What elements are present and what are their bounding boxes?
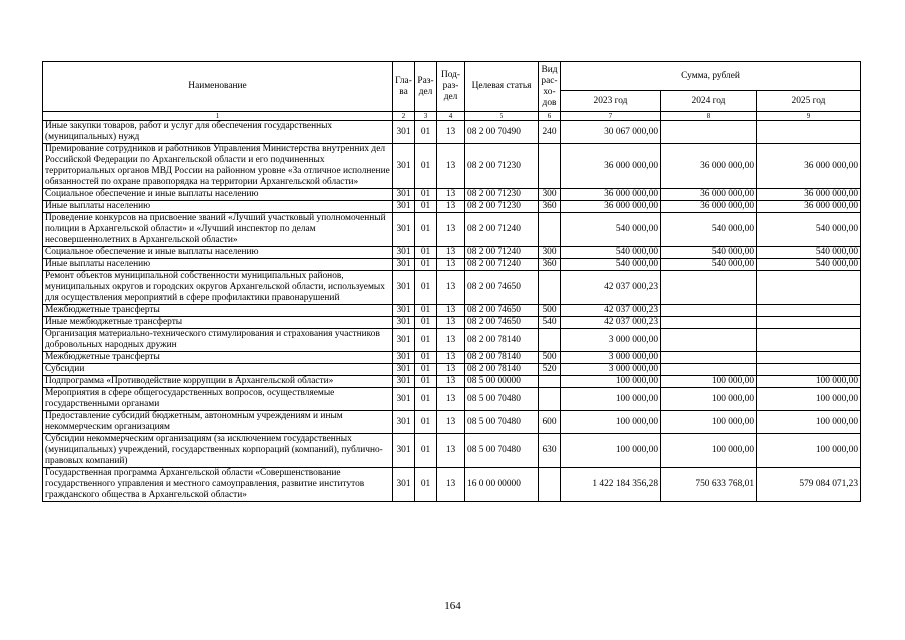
row-glava: 301 [393, 305, 415, 317]
row-sum-2025 [757, 329, 861, 352]
row-name: Предоставление субсидий бюджетным, автономным учреждениям и иным некоммерческим организациям [43, 411, 393, 434]
row-podrazdel: 13 [437, 213, 465, 247]
row-sum-2024: 100 000,00 [661, 434, 757, 468]
row-sum-2024 [661, 317, 757, 329]
row-glava: 301 [393, 201, 415, 213]
row-expense-type: 520 [539, 364, 561, 376]
row-podrazdel: 13 [437, 352, 465, 364]
row-sum-2023: 42 037 000,23 [561, 271, 661, 305]
table-row [43, 121, 861, 144]
row-glava: 301 [393, 388, 415, 411]
row-target-article: 08 5 00 00000 [465, 376, 539, 388]
table-row [43, 352, 861, 364]
header-podrazdel: Под-раз-дел [437, 62, 465, 112]
table-row [43, 329, 861, 352]
row-target-article: 08 2 00 71230 [465, 189, 539, 201]
header-target: Целевая статья [465, 62, 539, 112]
row-name: Субсидии [43, 364, 393, 376]
row-sum-2024: 750 633 768,01 [661, 468, 757, 502]
row-sum-2023: 540 000,00 [561, 213, 661, 247]
column-number: 5 [465, 112, 539, 121]
table-row [43, 144, 861, 189]
row-target-article: 08 2 00 78140 [465, 329, 539, 352]
row-razdel: 01 [415, 411, 437, 434]
row-podrazdel: 13 [437, 201, 465, 213]
row-podrazdel: 13 [437, 247, 465, 259]
row-glava: 301 [393, 329, 415, 352]
row-podrazdel: 13 [437, 305, 465, 317]
row-sum-2025: 100 000,00 [757, 411, 861, 434]
row-sum-2024 [661, 121, 757, 144]
row-name: Иные закупки товаров, работ и услуг для обеспечения государственных (муниципальных) нужд [43, 121, 393, 144]
row-razdel: 01 [415, 364, 437, 376]
row-sum-2024: 36 000 000,00 [661, 201, 757, 213]
column-number: 4 [437, 112, 465, 121]
page-number: 164 [444, 600, 461, 612]
row-sum-2024: 100 000,00 [661, 411, 757, 434]
row-sum-2025: 540 000,00 [757, 247, 861, 259]
row-razdel: 01 [415, 213, 437, 247]
row-name: Подпрограмма «Противодействие коррупции в Архангельской области» [43, 376, 393, 388]
header-vid: Вид рас-хо-дов [539, 62, 561, 112]
row-glava: 301 [393, 144, 415, 189]
row-target-article: 08 2 00 70490 [465, 121, 539, 144]
row-glava: 301 [393, 376, 415, 388]
row-glava: 301 [393, 121, 415, 144]
row-glava: 301 [393, 317, 415, 329]
table-row [43, 411, 861, 434]
row-glava: 301 [393, 189, 415, 201]
row-expense-type [539, 271, 561, 305]
row-sum-2025 [757, 121, 861, 144]
row-sum-2025: 579 084 071,23 [757, 468, 861, 502]
row-podrazdel: 13 [437, 317, 465, 329]
row-sum-2024 [661, 364, 757, 376]
row-name: Иные выплаты населению [43, 201, 393, 213]
row-razdel: 01 [415, 305, 437, 317]
table-row [43, 189, 861, 201]
row-podrazdel: 13 [437, 144, 465, 189]
row-podrazdel: 13 [437, 388, 465, 411]
table-row [43, 201, 861, 213]
row-name: Мероприятия в сфере общегосударственных вопросов, осуществляемые государственными органами [43, 388, 393, 411]
row-razdel: 01 [415, 189, 437, 201]
row-target-article: 08 5 00 70480 [465, 434, 539, 468]
column-number-row [43, 112, 861, 121]
row-razdel: 01 [415, 317, 437, 329]
row-expense-type: 630 [539, 434, 561, 468]
row-sum-2023: 3 000 000,00 [561, 329, 661, 352]
table-row [43, 259, 861, 271]
row-sum-2024: 36 000 000,00 [661, 144, 757, 189]
row-sum-2023: 540 000,00 [561, 259, 661, 271]
row-expense-type [539, 388, 561, 411]
header-year-2024: 2024 год [661, 91, 757, 112]
row-razdel: 01 [415, 121, 437, 144]
header-sum: Сумма, рублей [561, 62, 861, 91]
row-podrazdel: 13 [437, 189, 465, 201]
row-name: Иные выплаты населению [43, 259, 393, 271]
row-expense-type [539, 468, 561, 502]
row-sum-2023: 100 000,00 [561, 376, 661, 388]
row-sum-2023: 3 000 000,00 [561, 352, 661, 364]
row-name: Иные межбюджетные трансферты [43, 317, 393, 329]
row-sum-2025: 36 000 000,00 [757, 144, 861, 189]
row-razdel: 01 [415, 144, 437, 189]
row-sum-2023: 42 037 000,23 [561, 305, 661, 317]
row-glava: 301 [393, 213, 415, 247]
row-name: Организация материально-технического стимулирования и страхования участников добровольных народных дружин [43, 329, 393, 352]
row-target-article: 16 0 00 00000 [465, 468, 539, 502]
row-target-article: 08 2 00 74650 [465, 317, 539, 329]
row-podrazdel: 13 [437, 364, 465, 376]
row-name: Государственная программа Архангельской области «Совершенствование государственного управления и местного самоуправления, развитие институтов гражданского общества в Архангельской области» [43, 468, 393, 502]
row-glava: 301 [393, 271, 415, 305]
row-sum-2025 [757, 305, 861, 317]
row-sum-2023: 36 000 000,00 [561, 144, 661, 189]
row-name: Ремонт объектов муниципальной собственности муниципальных районов, муниципальных округов и городских округов Архангельской области, используемых для осуществления мероприятий в сфере профилактики правонарушений [43, 271, 393, 305]
table-row [43, 376, 861, 388]
row-glava: 301 [393, 259, 415, 271]
row-sum-2024: 540 000,00 [661, 247, 757, 259]
row-target-article: 08 5 00 70480 [465, 411, 539, 434]
row-expense-type: 300 [539, 189, 561, 201]
row-expense-type: 300 [539, 247, 561, 259]
row-expense-type: 500 [539, 352, 561, 364]
row-sum-2023: 100 000,00 [561, 434, 661, 468]
row-target-article: 08 5 00 70480 [465, 388, 539, 411]
row-expense-type: 240 [539, 121, 561, 144]
row-razdel: 01 [415, 388, 437, 411]
row-razdel: 01 [415, 468, 437, 502]
row-razdel: 01 [415, 352, 437, 364]
table-row [43, 317, 861, 329]
row-sum-2025: 100 000,00 [757, 376, 861, 388]
row-expense-type: 540 [539, 317, 561, 329]
row-sum-2024: 100 000,00 [661, 388, 757, 411]
row-sum-2023: 30 067 000,00 [561, 121, 661, 144]
row-name: Межбюджетные трансферты [43, 352, 393, 364]
header-year-2025: 2025 год [757, 91, 861, 112]
row-sum-2024: 540 000,00 [661, 259, 757, 271]
row-expense-type: 360 [539, 259, 561, 271]
row-expense-type [539, 213, 561, 247]
table-row [43, 247, 861, 259]
row-sum-2024: 36 000 000,00 [661, 189, 757, 201]
row-target-article: 08 2 00 71240 [465, 259, 539, 271]
row-target-article: 08 2 00 74650 [465, 271, 539, 305]
row-sum-2025 [757, 352, 861, 364]
table-row [43, 271, 861, 305]
row-sum-2025: 36 000 000,00 [757, 189, 861, 201]
row-sum-2023: 100 000,00 [561, 388, 661, 411]
table-row [43, 388, 861, 411]
table-row [43, 468, 861, 502]
row-podrazdel: 13 [437, 259, 465, 271]
row-sum-2024 [661, 352, 757, 364]
row-sum-2023: 3 000 000,00 [561, 364, 661, 376]
row-podrazdel: 13 [437, 376, 465, 388]
row-target-article: 08 2 00 71240 [465, 213, 539, 247]
header-razdel: Раз-дел [415, 62, 437, 112]
row-glava: 301 [393, 434, 415, 468]
row-glava: 301 [393, 411, 415, 434]
row-sum-2025: 100 000,00 [757, 388, 861, 411]
row-razdel: 01 [415, 259, 437, 271]
row-sum-2024: 540 000,00 [661, 213, 757, 247]
row-sum-2025: 100 000,00 [757, 434, 861, 468]
budget-table [42, 61, 861, 502]
header-year-2023: 2023 год [561, 91, 661, 112]
row-sum-2023: 100 000,00 [561, 411, 661, 434]
column-number: 8 [661, 112, 757, 121]
column-number: 1 [43, 112, 393, 121]
row-target-article: 08 2 00 71230 [465, 201, 539, 213]
row-sum-2023: 42 037 000,23 [561, 317, 661, 329]
row-name: Социальное обеспечение и иные выплаты населению [43, 247, 393, 259]
header-glava: Гла-ва [393, 62, 415, 112]
header-name: Наименование [43, 62, 393, 112]
row-name: Социальное обеспечение и иные выплаты населению [43, 189, 393, 201]
row-sum-2025 [757, 317, 861, 329]
row-sum-2023: 36 000 000,00 [561, 189, 661, 201]
row-name: Премирование сотрудников и работников Управления Министерства внутренних дел Российской Федерации по Архангельской области и его подчиненных территориальных органов МВД России на районном уровне «За отличное исполнение обязанностей по охране правопорядка на территории Архангельской области» [43, 144, 393, 189]
row-sum-2025: 540 000,00 [757, 213, 861, 247]
row-podrazdel: 13 [437, 411, 465, 434]
row-sum-2024 [661, 305, 757, 317]
row-expense-type: 600 [539, 411, 561, 434]
row-expense-type [539, 376, 561, 388]
row-name: Межбюджетные трансферты [43, 305, 393, 317]
row-sum-2024 [661, 329, 757, 352]
row-target-article: 08 2 00 71230 [465, 144, 539, 189]
row-name: Субсидии некоммерческим организациям (за исключением государственных (муниципальных) учреждений, государственных корпораций (компаний), публично-правовых компаний) [43, 434, 393, 468]
row-target-article: 08 2 00 71240 [465, 247, 539, 259]
column-number: 6 [539, 112, 561, 121]
row-glava: 301 [393, 468, 415, 502]
row-expense-type: 360 [539, 201, 561, 213]
row-podrazdel: 13 [437, 121, 465, 144]
row-sum-2023: 540 000,00 [561, 247, 661, 259]
row-sum-2025: 540 000,00 [757, 259, 861, 271]
column-number: 9 [757, 112, 861, 121]
row-podrazdel: 13 [437, 468, 465, 502]
row-razdel: 01 [415, 329, 437, 352]
row-expense-type: 500 [539, 305, 561, 317]
row-podrazdel: 13 [437, 329, 465, 352]
table-row [43, 305, 861, 317]
table-row [43, 213, 861, 247]
row-glava: 301 [393, 352, 415, 364]
row-sum-2025 [757, 271, 861, 305]
row-name: Проведение конкурсов на присвоение званий «Лучший участковый уполномоченный полиции в Архангельской области» и «Лучший инспектор по делам несовершеннолетних в Архангельской области» [43, 213, 393, 247]
row-expense-type [539, 144, 561, 189]
row-sum-2025: 36 000 000,00 [757, 201, 861, 213]
row-razdel: 01 [415, 201, 437, 213]
row-razdel: 01 [415, 376, 437, 388]
row-sum-2024: 100 000,00 [661, 376, 757, 388]
row-target-article: 08 2 00 74650 [465, 305, 539, 317]
row-razdel: 01 [415, 271, 437, 305]
column-number: 7 [561, 112, 661, 121]
column-number: 2 [393, 112, 415, 121]
column-number: 3 [415, 112, 437, 121]
row-sum-2023: 36 000 000,00 [561, 201, 661, 213]
row-sum-2023: 1 422 184 356,28 [561, 468, 661, 502]
row-podrazdel: 13 [437, 271, 465, 305]
row-target-article: 08 2 00 78140 [465, 364, 539, 376]
row-sum-2025 [757, 364, 861, 376]
row-expense-type [539, 329, 561, 352]
row-sum-2024 [661, 271, 757, 305]
row-glava: 301 [393, 247, 415, 259]
table-row [43, 434, 861, 468]
row-podrazdel: 13 [437, 434, 465, 468]
row-razdel: 01 [415, 247, 437, 259]
row-target-article: 08 2 00 78140 [465, 352, 539, 364]
row-razdel: 01 [415, 434, 437, 468]
row-glava: 301 [393, 364, 415, 376]
table-row [43, 364, 861, 376]
